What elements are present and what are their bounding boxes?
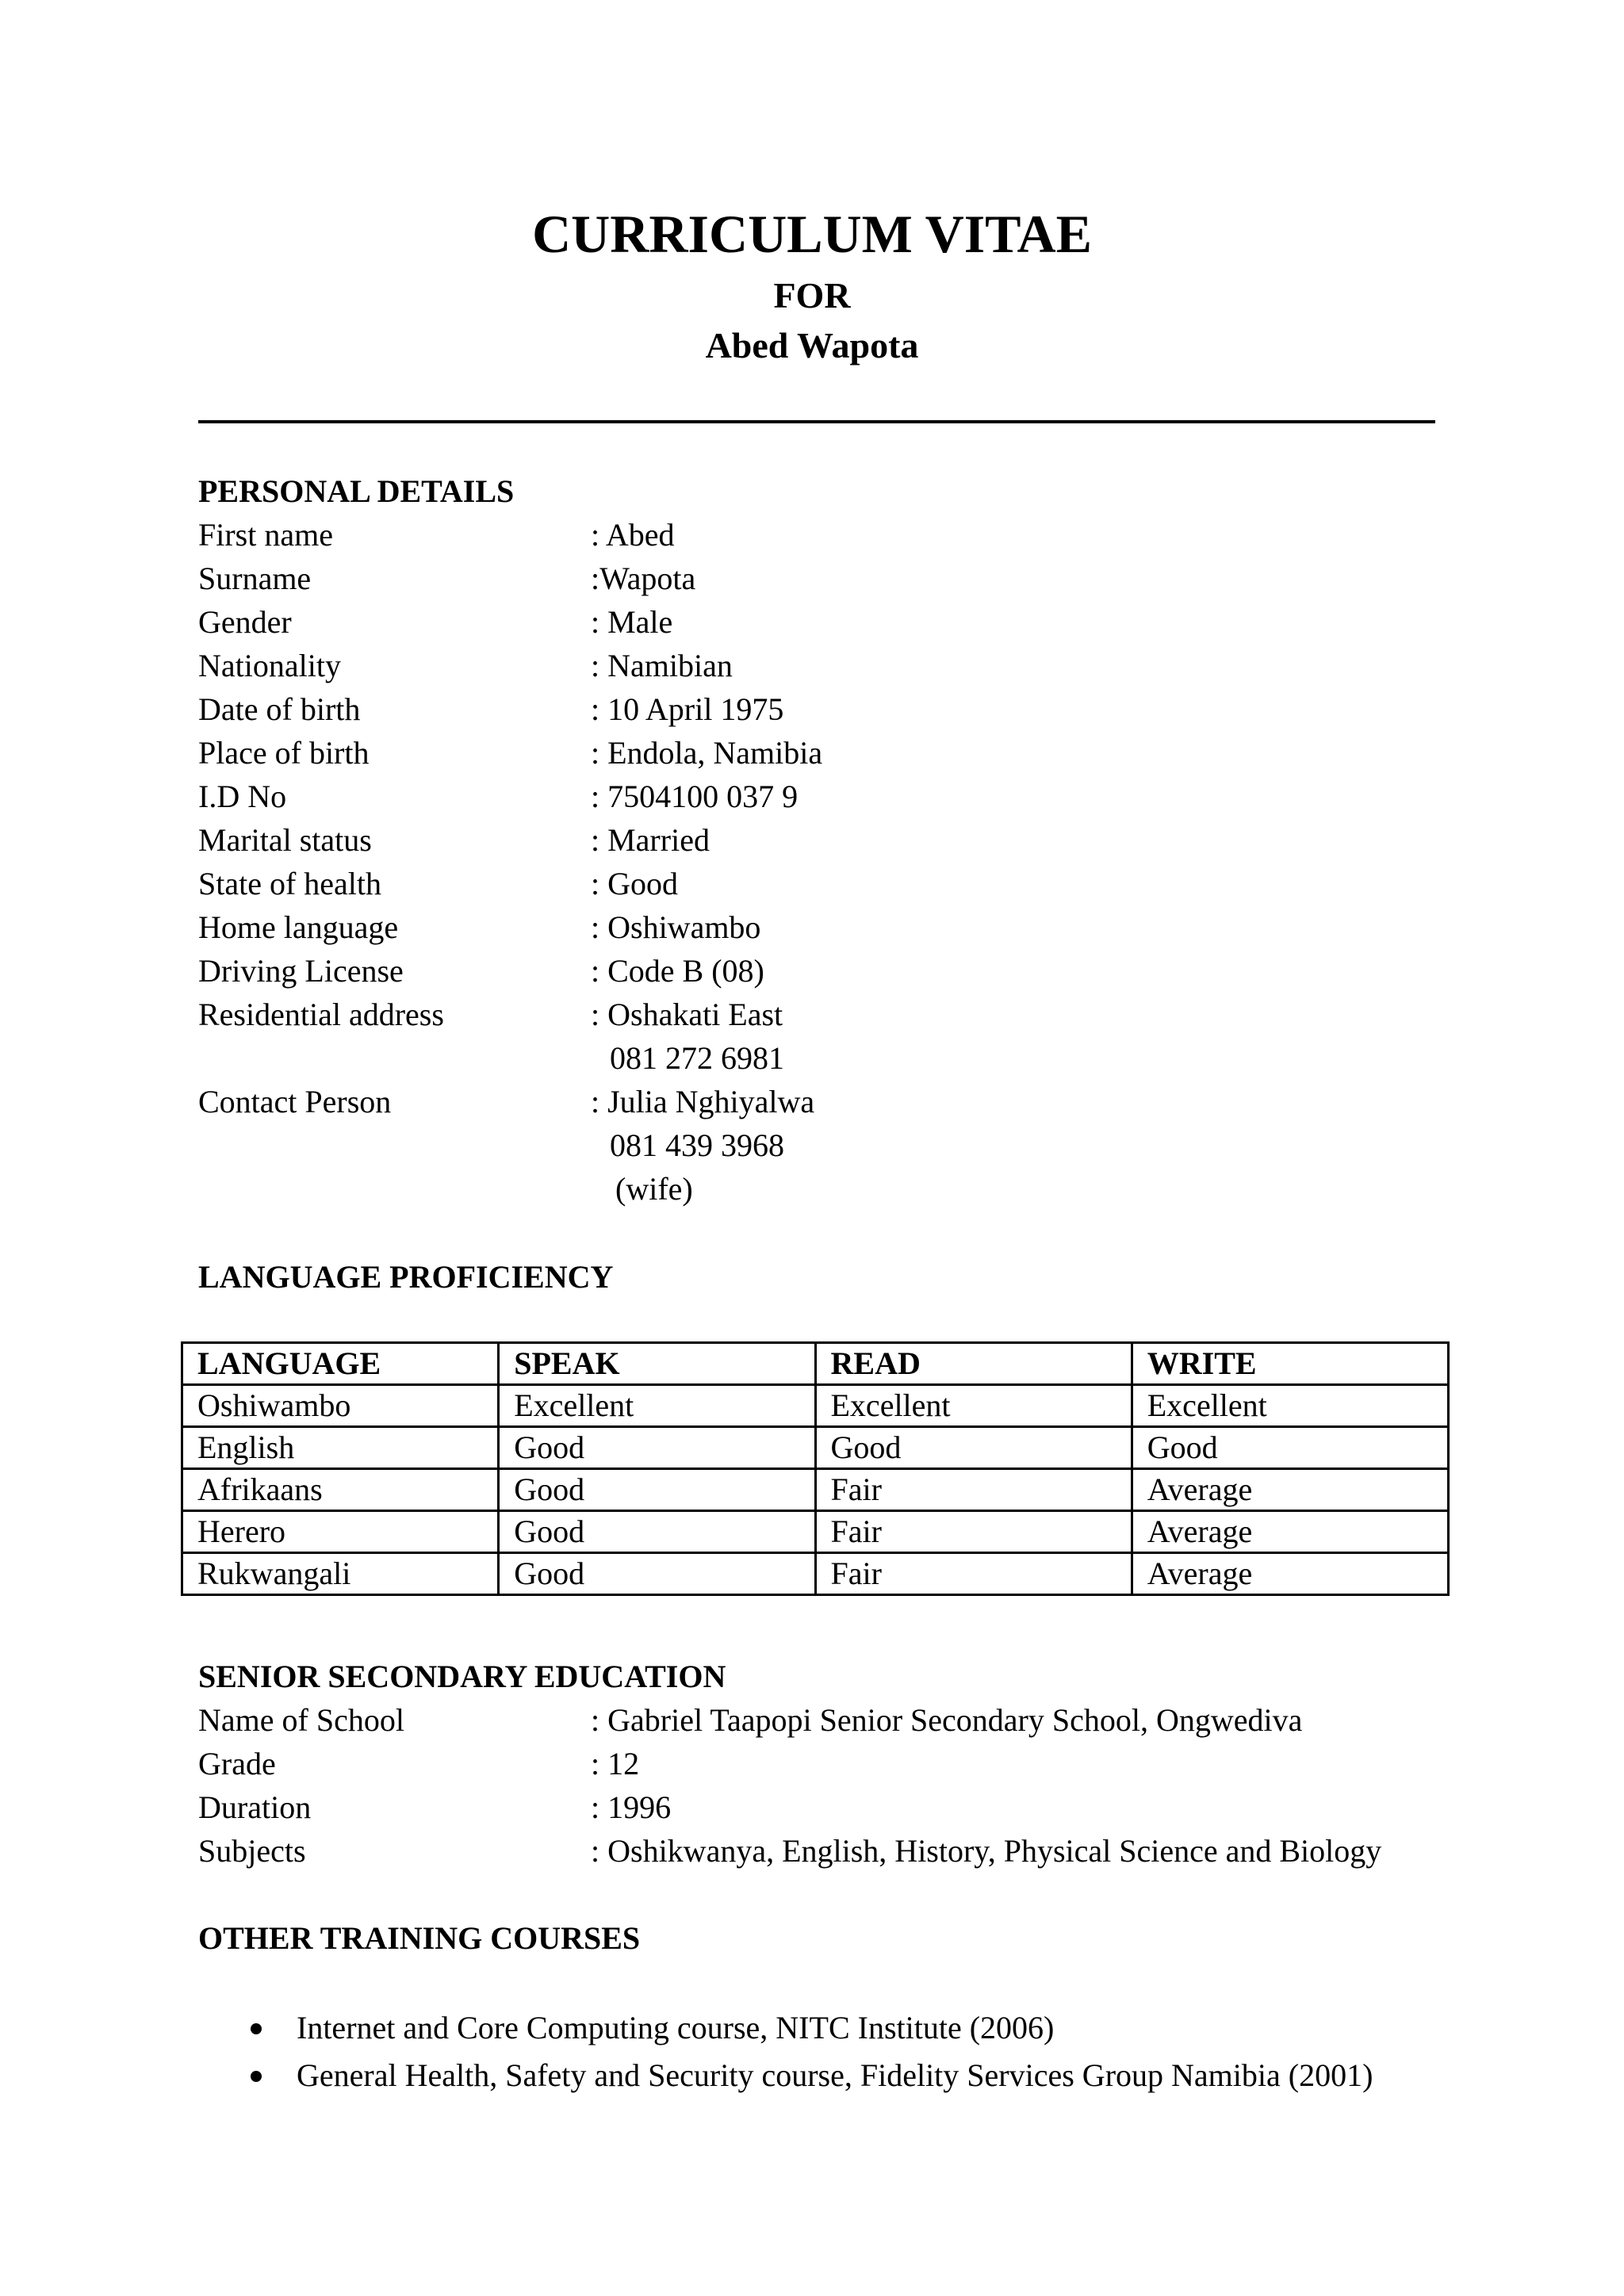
table-cell: Good [499, 1427, 815, 1469]
bullet-icon [251, 2071, 262, 2082]
field-label: Contact Person [198, 1084, 392, 1119]
field-value: : 10 April 1975 [591, 691, 784, 727]
field-value: : 1996 [591, 1789, 672, 1825]
table-cell: Good [499, 1511, 815, 1553]
field-value: : 7504100 037 9 [591, 779, 799, 814]
column-header: SPEAK [499, 1343, 815, 1385]
table-cell: Good [499, 1469, 815, 1511]
language-table [181, 1341, 1450, 1596]
field-value: : Gabriel Taapopi Senior Secondary School, Ongwediva [591, 1702, 1303, 1738]
education-heading: SENIOR SECONDARY EDUCATION [198, 1659, 726, 1694]
list-item [246, 2052, 1435, 2099]
table-row [182, 1469, 1449, 1511]
table-cell: Average [1132, 1553, 1448, 1595]
table-cell: Excellent [1132, 1385, 1448, 1427]
field-value: : Oshikwanya, English, History, Physical Science and Biology [591, 1833, 1382, 1869]
field-label: Nationality [198, 648, 341, 683]
list-item [246, 2004, 1435, 2052]
table-row [182, 1553, 1449, 1595]
field-label: Residential address [198, 997, 444, 1032]
table-cell: Excellent [499, 1385, 815, 1427]
table-cell: Fair [815, 1553, 1132, 1595]
table-cell: Average [1132, 1469, 1448, 1511]
field-value: :Wapota [591, 561, 696, 596]
field-label: Duration [198, 1789, 312, 1825]
field-label: Home language [198, 909, 399, 945]
document-title: CURRICULUM VITAE [532, 204, 1092, 264]
table-cell: Good [499, 1553, 815, 1595]
table-cell: Good [815, 1427, 1132, 1469]
field-label: Grade [198, 1746, 276, 1781]
table-cell: Fair [815, 1511, 1132, 1553]
training-course: General Health, Safety and Security course, Fidelity Services Group Namibia (2001) [297, 2057, 1373, 2093]
field-label: Marital status [198, 822, 372, 858]
title-divider [198, 420, 1435, 423]
column-header: LANGUAGE [182, 1343, 499, 1385]
address-phone: 081 272 6981 [610, 1040, 784, 1076]
field-label: Gender [198, 604, 292, 640]
training-course: Internet and Core Computing course, NITC Institute (2006) [297, 2010, 1055, 2045]
contact-phone: 081 439 3968 [610, 1127, 784, 1163]
bullet-icon [251, 2023, 262, 2034]
table-row [182, 1511, 1449, 1553]
table-cell: Afrikaans [182, 1469, 499, 1511]
field-label: First name [198, 517, 333, 553]
table-cell: Rukwangali [182, 1553, 499, 1595]
training-heading: OTHER TRAINING COURSES [198, 1920, 641, 1956]
column-header: READ [815, 1343, 1132, 1385]
field-label: Subjects [198, 1833, 306, 1869]
field-label: Name of School [198, 1702, 404, 1738]
table-cell: Excellent [815, 1385, 1132, 1427]
contact-relation: (wife) [615, 1171, 693, 1207]
field-value: : Oshiwambo [591, 909, 761, 945]
field-value: : Endola, Namibia [591, 735, 823, 771]
field-value: : 12 [591, 1746, 640, 1781]
language-proficiency-heading: LANGUAGE PROFICIENCY [198, 1259, 614, 1295]
field-value: : Oshakati East [591, 997, 783, 1032]
field-value: : Code B (08) [591, 953, 764, 989]
field-value: : Good [591, 866, 678, 901]
field-label: State of health [198, 866, 382, 901]
table-row [182, 1385, 1449, 1427]
field-label: Place of birth [198, 735, 370, 771]
title-for: FOR [773, 275, 851, 316]
field-label: Date of birth [198, 691, 361, 727]
table-cell: Average [1132, 1511, 1448, 1553]
column-header: WRITE [1132, 1343, 1448, 1385]
field-value: : Julia Nghiyalwa [591, 1084, 815, 1119]
field-label: I.D No [198, 779, 287, 814]
table-cell: Oshiwambo [182, 1385, 499, 1427]
table-header-row [182, 1343, 1449, 1385]
candidate-name: Abed Wapota [705, 325, 919, 365]
field-value: : Abed [591, 517, 675, 553]
table-cell: English [182, 1427, 499, 1469]
table-row [182, 1427, 1449, 1469]
field-value: : Married [591, 822, 710, 858]
table-cell: Good [1132, 1427, 1448, 1469]
field-label: Driving License [198, 953, 404, 989]
field-label: Surname [198, 561, 312, 596]
table-cell: Herero [182, 1511, 499, 1553]
field-value: : Male [591, 604, 673, 640]
field-value: : Namibian [591, 648, 733, 683]
table-cell: Fair [815, 1469, 1132, 1511]
personal-details-heading: PERSONAL DETAILS [198, 473, 515, 509]
